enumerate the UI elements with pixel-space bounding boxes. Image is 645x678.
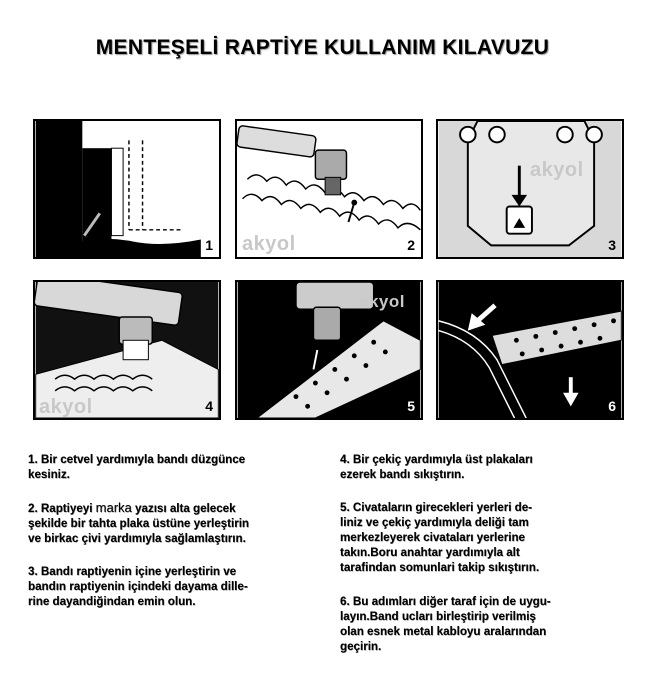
panel-4-number: 4: [205, 398, 213, 414]
page-title: MENTEŞELİ RAPTİYE KULLANIM KILAVUZU: [95, 36, 550, 59]
step-4-text: 4. Bir çekiç yardımıyla üst plakaları ezerek bandı sıkıştırın.: [340, 453, 533, 481]
panel-1: [33, 119, 221, 259]
panel-6-number: 6: [608, 398, 616, 414]
step-1-text: 1. Bir cetvel yardımıyla bandı düzgünce kesiniz.: [28, 453, 246, 481]
brand-name: marka: [95, 500, 132, 515]
step-6-text: 6. Bu adımları diğer taraf için de uygu- layın.Band ucları birleştirip verilmiş olan esnek metal kabloyu aralarından geçirin.: [340, 595, 551, 653]
panel-2: [235, 119, 423, 259]
panel-1-number: 1: [205, 237, 213, 253]
step-2-text-a: 2. Raptiyeyi: [28, 502, 96, 515]
panel-5: [235, 280, 423, 420]
step-5-text: 5. Civataların girecekleri yerleri de- liniz ve çekiç yardımıyla deliği tam merkezleyerek civataları yerlerine takın.Boru anahtar yardımıyla alt tarafindan somunlari takip sıkıştırın.: [340, 501, 540, 574]
panel-5-number: 5: [407, 398, 415, 414]
step-3-text: 3. Bandı raptiyenin içine yerleştirin ve bandın raptiyenin içindeki dayama dille- rine dayandiğindan emin olun.: [28, 565, 248, 608]
panel-6: [436, 280, 624, 420]
watermark: akyol: [242, 233, 296, 255]
panel-1-illustration: [35, 121, 219, 257]
step-2-text: [28, 500, 249, 546]
panel-3-illustration: [438, 121, 622, 257]
watermark: akyol: [530, 159, 584, 181]
step-2-text-b: yazısı alta gelecek şekilde bir tahta plaka üstüne yerleştirin ve birkac çivi yardımıyla sağlamlaştırın.: [28, 502, 250, 545]
panel-6-illustration: [438, 282, 622, 418]
watermark: akyol: [39, 396, 93, 418]
watermark: akyol: [359, 292, 405, 311]
panel-4: [33, 280, 221, 420]
panel-2-number: 2: [407, 237, 415, 253]
panel-3-number: 3: [608, 237, 616, 253]
panel-3: [436, 119, 624, 259]
